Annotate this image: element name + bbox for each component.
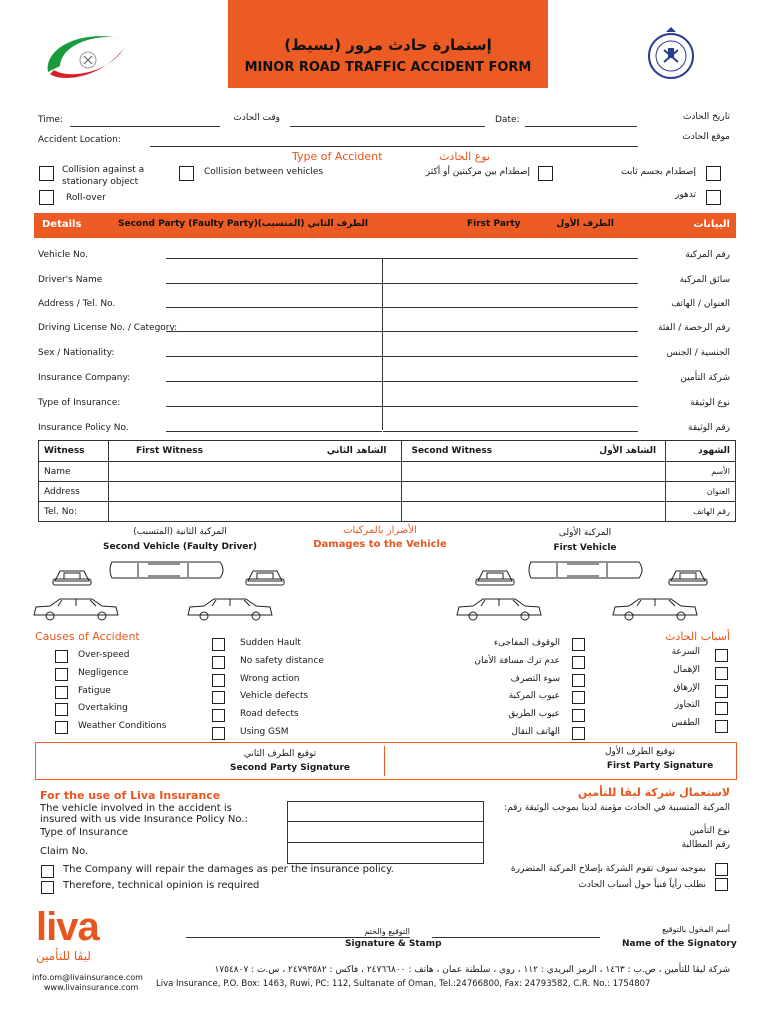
witness-header-ar: الشهود xyxy=(666,441,736,462)
cause-checkbox[interactable] xyxy=(55,721,68,734)
second-signature-label: Second Party Signature xyxy=(230,763,350,773)
cause-label-ar: التجاوز xyxy=(674,700,700,710)
cause-label: Weather Conditions xyxy=(78,721,167,731)
stationary-object-checkbox-ar[interactable] xyxy=(706,166,721,181)
liva-logo-text: liva xyxy=(36,905,99,949)
cause-label-ar: الطقس xyxy=(671,718,700,728)
first-vehicle-label-ar: المركبة الأولى xyxy=(558,528,612,538)
form-title-ar: إستمارة حادث مرور (بسيط) xyxy=(284,36,492,54)
cause-label: Using GSM xyxy=(240,727,289,737)
detail-label-ar: رقم المركبة xyxy=(685,250,730,260)
signature-stamp-label: Signature & Stamp xyxy=(345,939,442,949)
witness-tel-label: Tel. No: xyxy=(39,502,109,522)
first-party-field[interactable] xyxy=(383,307,638,308)
detail-label: Insurance Company: xyxy=(38,373,131,383)
location-label-ar: موقع الحادث xyxy=(682,132,730,142)
second-witness-name-field[interactable] xyxy=(108,462,402,482)
insurer-title-ar: لاستعمال شركة ليڤا للتأمين xyxy=(577,786,730,799)
cause-label-ar: عيوب الطريق xyxy=(508,709,560,719)
detail-label-ar: العنوان / الهاتف xyxy=(671,299,730,309)
first-party-label-ar: الطرف الأول xyxy=(556,219,614,229)
cause-checkbox-ar[interactable] xyxy=(715,649,728,662)
cause-label: Road defects xyxy=(240,709,299,719)
cause-label-ar: الوقوف المفاجىء xyxy=(493,638,560,648)
cause-checkbox[interactable] xyxy=(55,650,68,663)
second-witness-header-ar: الشاهد الثاني xyxy=(326,446,387,456)
between-vehicles-label-ar: إصطدام بين مركبتين أو أكثر xyxy=(425,167,530,177)
insurance-type-label-ar: نوع التأمين xyxy=(689,826,730,836)
signature-stamp-line[interactable] xyxy=(186,937,410,938)
first-witness-address-field[interactable] xyxy=(402,482,666,502)
second-witness-header-cell xyxy=(108,441,402,462)
liva-logo xyxy=(36,905,136,975)
signature-stamp-label-ar: التوقيع والختم xyxy=(364,927,410,936)
first-party-field[interactable] xyxy=(383,356,638,357)
second-party-field[interactable] xyxy=(166,431,382,432)
detail-label-ar: رقم الوثيقة xyxy=(688,423,730,433)
details-label: Details xyxy=(42,219,82,230)
cause-label: Wrong action xyxy=(240,674,300,684)
cause-label-ar: الإرهاق xyxy=(673,683,700,693)
cause-label: Fatigue xyxy=(78,686,111,696)
causes-title-ar: أسباب الحادث xyxy=(665,630,730,643)
first-witness-tel-field[interactable] xyxy=(402,502,666,522)
stationary-object-label-ar: إصطدام بجسم ثابت xyxy=(621,167,696,177)
witness-name-label: Name xyxy=(39,462,109,482)
damages-label-ar: الأضرار بالمركبات xyxy=(343,525,417,536)
repair-checkbox-ar[interactable] xyxy=(715,863,728,876)
detail-label: Driving License No. / Category: xyxy=(38,323,178,333)
detail-label: Address / Tel. No. xyxy=(38,299,116,309)
insurer-title: For the use of Liva Insurance xyxy=(40,789,221,802)
car-top-view-icon[interactable] xyxy=(527,558,645,584)
cause-checkbox[interactable] xyxy=(212,638,225,651)
accident-type-title-ar: نوع الحادث xyxy=(439,150,490,163)
rollover-label-ar: تدهور xyxy=(675,190,696,200)
accident-type-title: Type of Accident xyxy=(292,150,383,163)
rollover-label: Roll-over xyxy=(66,193,106,203)
cause-checkbox[interactable] xyxy=(55,686,68,699)
detail-label: Insurance Policy No. xyxy=(38,423,129,433)
second-party-field[interactable] xyxy=(166,356,382,357)
signature-divider xyxy=(384,746,385,776)
police-emblem xyxy=(646,26,696,82)
car-side-view-icon[interactable] xyxy=(32,597,120,623)
witness-tel-label-ar: رقم الهاتف xyxy=(666,502,736,522)
cause-label: Negligence xyxy=(78,668,129,678)
insurance-type-field[interactable] xyxy=(287,822,484,843)
footer-email[interactable]: info.om@livainsurance.com xyxy=(32,973,143,982)
cause-checkbox-ar[interactable] xyxy=(572,709,585,722)
second-party-field[interactable] xyxy=(166,283,382,284)
first-party-field[interactable] xyxy=(383,258,638,259)
cause-label-ar: عدم ترك مسافة الأمان xyxy=(474,656,560,666)
car-side-view-icon[interactable] xyxy=(611,597,699,623)
rollover-checkbox-ar[interactable] xyxy=(706,190,721,205)
second-witness-address-field[interactable] xyxy=(108,482,402,502)
second-vehicle-label-ar: المركبة الثانية (المتسبب) xyxy=(133,527,227,537)
cause-checkbox-ar[interactable] xyxy=(572,638,585,651)
second-party-field[interactable] xyxy=(166,307,382,308)
signatory-label: Name of the Signatory xyxy=(622,939,737,949)
second-party-label: Second Party (Faulty Party) xyxy=(118,219,259,229)
stationary-object-label: Collision against a stationary object xyxy=(62,165,145,187)
first-party-label: First Party xyxy=(467,219,521,229)
first-witness-name-field[interactable] xyxy=(402,462,666,482)
between-vehicles-checkbox-ar[interactable] xyxy=(538,166,553,181)
first-party-field[interactable] xyxy=(383,406,638,407)
cause-checkbox[interactable] xyxy=(55,703,68,716)
detail-label-ar: سائق المركبة xyxy=(679,275,730,285)
witness-table xyxy=(38,440,736,522)
time-label-ar: وقت الحادث xyxy=(233,113,280,123)
cause-checkbox-ar[interactable] xyxy=(572,727,585,740)
first-vehicle-label: First Vehicle xyxy=(553,543,617,553)
cause-checkbox[interactable] xyxy=(55,668,68,681)
time-field-ar[interactable] xyxy=(290,126,485,127)
car-front-view-icon[interactable] xyxy=(475,565,515,587)
first-party-field[interactable] xyxy=(383,431,638,432)
detail-label-ar: نوع الوثيقة xyxy=(690,398,730,408)
first-party-field[interactable] xyxy=(383,381,638,382)
cause-checkbox[interactable] xyxy=(212,691,225,704)
liva-logo-ar: ليڤا للتأمين xyxy=(36,949,91,963)
car-side-view-icon[interactable] xyxy=(455,597,543,623)
details-label-ar: البيانات xyxy=(693,219,730,230)
cause-checkbox[interactable] xyxy=(212,727,225,740)
claim-label-ar: رقم المطالبة xyxy=(681,840,730,850)
first-party-field[interactable] xyxy=(383,331,638,332)
cause-checkbox[interactable] xyxy=(212,656,225,669)
claim-label: Claim No. xyxy=(40,846,89,857)
claim-number-field[interactable] xyxy=(287,843,484,864)
second-witness-header: Second Witness xyxy=(411,446,493,456)
date-label: Date: xyxy=(495,115,520,125)
car-front-view-icon[interactable] xyxy=(52,565,92,587)
rollover-checkbox[interactable] xyxy=(39,190,54,205)
detail-label-ar: شركة التأمين xyxy=(680,373,730,383)
cause-label-ar: السرعة xyxy=(671,647,700,657)
damages-label: Damages to the Vehicle xyxy=(313,539,447,550)
repair-label: The Company will repair the damages as per the insurance policy. xyxy=(63,864,394,875)
stationary-object-checkbox[interactable] xyxy=(39,166,54,181)
car-top-view-icon[interactable] xyxy=(108,558,226,584)
cause-label: Vehicle defects xyxy=(240,691,309,701)
car-side-view-icon[interactable] xyxy=(186,597,274,623)
cause-label: Over-speed xyxy=(78,650,130,660)
cause-label-ar: الهاتف النقال xyxy=(511,727,560,737)
cause-label-ar: عيوب المركبة xyxy=(508,691,560,701)
first-signature-label: First Party Signature xyxy=(606,761,714,771)
second-party-field[interactable] xyxy=(166,381,382,382)
cause-label-ar: الإهمال xyxy=(673,665,700,675)
causes-title: Causes of Accident xyxy=(35,630,140,643)
location-field[interactable] xyxy=(150,146,638,147)
opinion-label: Therefore, technical opinion is required xyxy=(63,880,260,891)
cause-label-ar: سوء التصرف xyxy=(510,674,560,684)
date-label-ar: تاريخ الحادث xyxy=(682,112,730,122)
first-witness-header-cell xyxy=(402,441,666,462)
witness-header: Witness xyxy=(39,441,109,462)
car-rear-view-icon[interactable] xyxy=(668,565,708,587)
policy-label: The vehicle involved in the accident is insured with us vide Insurance Policy No.: xyxy=(40,803,248,825)
cause-checkbox-ar[interactable] xyxy=(715,685,728,698)
second-party-field[interactable] xyxy=(166,258,382,259)
signatory-name-line[interactable] xyxy=(432,937,600,938)
detail-label: Sex / Nationality: xyxy=(38,348,115,358)
signatory-label-ar: أسم المخول بالتوقيع xyxy=(662,925,730,934)
second-vehicle-label: Second Vehicle (Faulty Driver) xyxy=(103,542,257,552)
detail-label-ar: الجنسية / الجنس xyxy=(666,348,730,358)
first-signature-label-ar: توقيع الطرف الأول xyxy=(604,747,676,757)
repair-checkbox[interactable] xyxy=(41,865,54,878)
detail-label: Driver's Name xyxy=(38,275,103,285)
cause-label: Overtaking xyxy=(78,703,128,713)
opinion-checkbox-ar[interactable] xyxy=(715,878,728,891)
time-label: Time: xyxy=(38,115,64,125)
second-party-label-ar: الطرف الثاني (المتسبب) xyxy=(257,219,368,229)
witness-address-label-ar: العنوان xyxy=(666,482,736,502)
detail-label: Vehicle No. xyxy=(38,250,88,260)
cause-label: Sudden Hault xyxy=(240,638,301,648)
location-label: Accident Location: xyxy=(38,135,121,145)
opinion-label-ar: نطلب رأياً فنياً حول أسباب الحادث xyxy=(578,880,706,890)
cause-checkbox[interactable] xyxy=(212,674,225,687)
cause-checkbox-ar[interactable] xyxy=(572,656,585,669)
repair-label-ar: بموجبه سوف تقوم الشركة بإصلاح المركبة المتضررة xyxy=(510,864,706,874)
detail-label: Type of Insurance: xyxy=(38,398,121,408)
car-rear-view-icon[interactable] xyxy=(245,565,285,587)
policy-number-field[interactable] xyxy=(287,801,484,822)
cause-checkbox-ar[interactable] xyxy=(572,691,585,704)
time-field[interactable] xyxy=(70,126,220,127)
witness-address-label: Address xyxy=(39,482,109,502)
insurance-type-label: Type of Insurance xyxy=(40,827,129,838)
policy-label-ar: المركبة المتسببة في الحادث مؤمنة لدينا بموجب الوثيقة رقم: xyxy=(504,803,730,813)
between-vehicles-label: Collision between vehicles xyxy=(204,167,324,177)
second-party-field[interactable] xyxy=(166,331,382,332)
footer-address: Liva Insurance, P.O. Box: 1463, Ruwi, PC: 112, Sultanate of Oman, Tel.:24766800, Fax: 24793582, C.R. No.: 1754807 xyxy=(156,979,651,989)
rop-swoosh-logo xyxy=(40,28,132,84)
form-title-en: MINOR ROAD TRAFFIC ACCIDENT FORM xyxy=(244,60,532,75)
cause-label: No safety distance xyxy=(240,656,324,666)
cause-checkbox-ar[interactable] xyxy=(572,674,585,687)
second-witness-tel-field[interactable] xyxy=(108,502,402,522)
first-witness-header-ar: الشاهد الأول xyxy=(599,446,657,456)
footer-address-ar: شركة ليڤا للتأمين ، ص.ب : ١٤٦٣ ، الرمز البريدي : ١١٢ ، روي ، سلطنة عمان ، هاتف : ٢٤٧٦٦٨٠٠ ، فاكس : ٢٤٧٩٣٥٨٢ ، س.ت : ١٧٥٤٨٠٧ xyxy=(214,965,730,975)
footer-website[interactable]: www.livainsurance.com xyxy=(44,983,139,992)
second-party-field[interactable] xyxy=(166,406,382,407)
between-vehicles-checkbox[interactable] xyxy=(179,166,194,181)
detail-label-ar: رقم الرخصة / الفئة xyxy=(658,323,730,333)
date-field[interactable] xyxy=(525,126,637,127)
cause-checkbox-ar[interactable] xyxy=(715,702,728,715)
cause-checkbox[interactable] xyxy=(212,709,225,722)
witness-name-label-ar: الأسم xyxy=(666,462,736,482)
second-signature-label-ar: توقيع الطرف الثاني xyxy=(243,749,317,759)
cause-checkbox-ar[interactable] xyxy=(715,667,728,680)
first-party-field[interactable] xyxy=(383,283,638,284)
opinion-checkbox[interactable] xyxy=(41,881,54,894)
cause-checkbox-ar[interactable] xyxy=(715,720,728,733)
first-witness-header: First Witness xyxy=(135,446,203,456)
